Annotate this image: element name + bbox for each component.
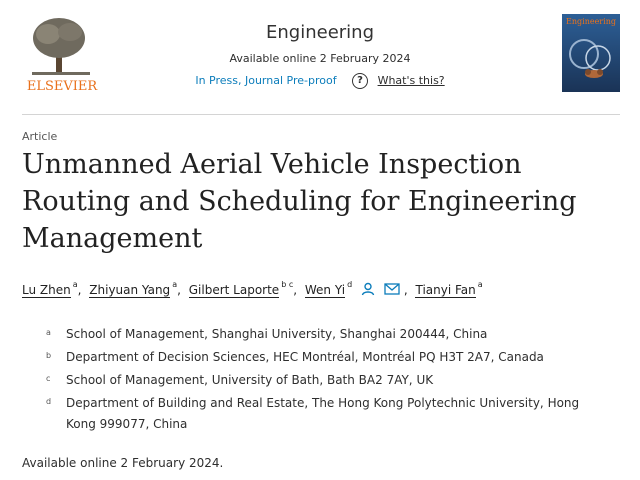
journal-name[interactable]: Engineering xyxy=(266,22,374,43)
affiliation-text: Department of Decision Sciences, HEC Montréal, Montréal PQ H3T 2A7, Canada xyxy=(66,350,544,364)
author-affiliation-marker: d xyxy=(347,280,353,289)
author-link[interactable]: Wen Yi xyxy=(304,283,346,297)
affiliation-letter: d xyxy=(46,397,52,406)
affiliation-text: Department of Building and Real Estate, The Hong Kong Polytechnic University, Hong Kong 999077, China xyxy=(66,396,580,431)
article-type: Article xyxy=(22,130,58,143)
affiliations-list xyxy=(46,324,606,437)
affiliation-item xyxy=(46,393,606,435)
journal-cover-thumbnail[interactable] xyxy=(562,14,620,92)
author-link[interactable]: Tianyi Fan xyxy=(415,283,476,297)
email-icon[interactable] xyxy=(384,283,400,298)
author-affiliation-marker: a xyxy=(477,280,483,289)
affiliation-item xyxy=(46,347,606,368)
status-row xyxy=(0,73,640,89)
available-online-date: Available online 2 February 2024 xyxy=(229,52,411,65)
author-affiliation-marker: a xyxy=(172,280,178,289)
author-list: Lu Zhen $^a$, Zhiyuan Yang $^a$, Gilbert Laporte $^{b c}$, Wen Yi $^d$ , Tianyi Fan $^a$ xyxy=(22,280,483,297)
author-link[interactable]: Gilbert Laporte xyxy=(188,283,280,297)
author-affiliation-marker: a xyxy=(72,280,78,289)
author-link[interactable]: Zhiyuan Yang xyxy=(89,283,171,297)
affiliation-item xyxy=(46,324,606,345)
author-link[interactable]: Lu Zhen xyxy=(22,283,71,297)
help-icon[interactable]: ? xyxy=(352,73,368,89)
person-icon[interactable] xyxy=(361,282,375,299)
whats-this-link[interactable]: What's this? xyxy=(377,74,445,87)
affiliation-letter: a xyxy=(46,328,51,337)
article-title: Unmanned Aerial Vehicle Inspection Routing and Scheduling for Engineering Management xyxy=(22,149,577,254)
elsevier-wordmark: ELSEVIER xyxy=(26,79,98,94)
cover-title: Engineering xyxy=(566,17,616,26)
header-divider xyxy=(22,114,620,115)
affiliation-text: School of Management, University of Bath, Bath BA2 7AY, UK xyxy=(66,373,434,387)
available-online-note: Available online 2 February 2024. xyxy=(22,456,224,470)
affiliation-item xyxy=(46,370,606,391)
affiliation-text: School of Management, Shanghai University, Shanghai 200444, China xyxy=(66,327,488,341)
in-press-status[interactable]: In Press, Journal Pre-proof xyxy=(195,74,337,87)
author-affiliation-marker: b c xyxy=(281,280,294,289)
affiliation-letter: b xyxy=(46,351,52,360)
affiliation-letter: c xyxy=(46,374,51,383)
